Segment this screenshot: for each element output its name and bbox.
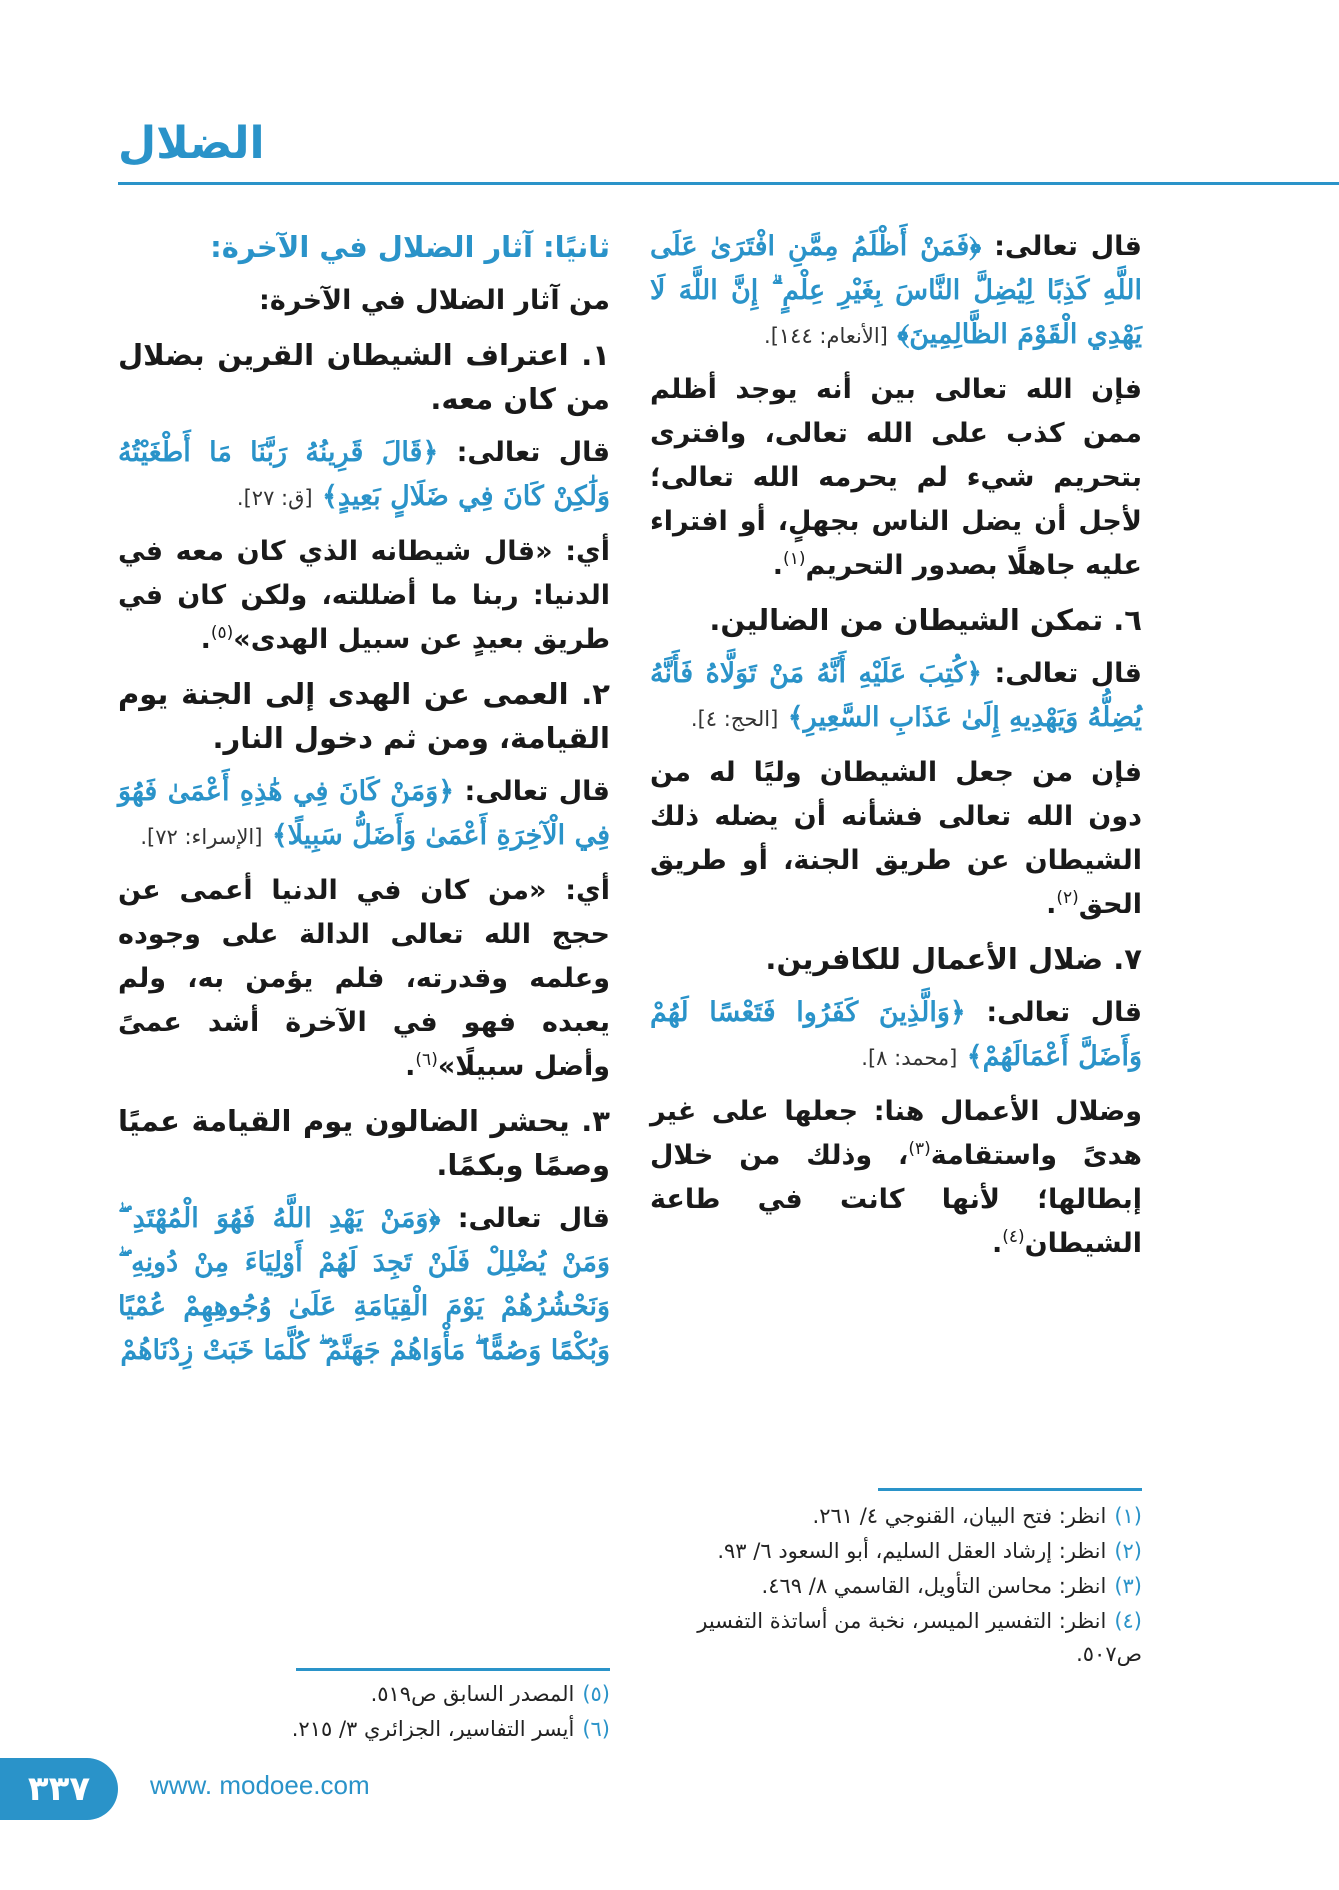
footnote-text: انظر: إرشاد العقل السليم، أبو السعود ٦/ ٩٣. <box>717 1539 1107 1563</box>
list-item-1: ١. اعتراف الشيطان القرين بضلال من كان معه. <box>118 338 610 416</box>
quran-verse: ﴿وَالَّذِينَ كَفَرُوا فَتَعْسًا لَهُمْ وَأَضَلَّ أَعْمَالَهُمْ﴾ <box>650 997 1142 1072</box>
header-divider <box>118 182 1339 185</box>
paragraph-explanation-1 <box>650 368 1142 588</box>
explanation-text: أي: «قال شيطانه الذي كان معه في الدنيا: ربنا ما أضللته، ولكن كان في طريق بعيدٍ عن سبيل الهدى» <box>118 536 610 655</box>
verse-reference: [ق: ٢٧]. <box>236 486 313 510</box>
punctuation: . <box>991 1228 1003 1259</box>
list-item-7: ٧. ضلال الأعمال للكافرين. <box>765 942 1142 976</box>
paragraph-explanation-2 <box>650 751 1142 927</box>
verse-reference: [الأنعام: ١٤٤]. <box>764 324 888 348</box>
footnotes-right <box>650 1500 1142 1673</box>
quran-verse: ﴿وَمَنْ كَانَ فِي هَٰذِهِ أَعْمَىٰ فَهُوَ فِي الْآخِرَةِ أَعْمَىٰ وَأَضَلُّ سَبِيلًا﴾ <box>118 776 610 851</box>
footnote-marker[interactable]: (٢) <box>1056 888 1079 908</box>
footnote-number: (٥) <box>582 1682 610 1706</box>
verse-intro: قال تعالى: <box>981 231 1142 262</box>
left-column <box>118 225 610 1383</box>
footnote-number: (٤) <box>1114 1609 1142 1633</box>
punctuation: . <box>200 624 211 655</box>
verse-reference: [محمد: ٨]. <box>861 1046 958 1070</box>
paragraph-verse-3 <box>650 991 1142 1080</box>
explanation-text: وضلال الأعمال هنا: جعلها على غير هدىً واستقامة <box>650 1096 1142 1171</box>
footnote-marker[interactable]: (٦) <box>415 1050 438 1070</box>
verse-intro: قال تعالى: <box>965 997 1142 1028</box>
list-item-6: ٦. تمكن الشيطان من الضالين. <box>709 603 1142 637</box>
paragraph-explanation-5 <box>118 869 610 1089</box>
verse-intro: قال تعالى: <box>982 658 1142 689</box>
page-number: ٣٣٧ <box>27 1769 91 1809</box>
explanation-text: فإن الله تعالى بين أنه يوجد أظلم ممن كذب على الله تعالى، وافترى بتحريم شيء لم يحرمه الله تعالى؛ لأجل أن يضل الناس بجهلٍ، أو افتراء عليه جاهلًا بصدور التحريم <box>650 374 1142 581</box>
paragraph-verse-6 <box>118 1197 610 1373</box>
footnote-text: أيسر التفاسير، الجزائري ٣/ ٢١٥. <box>291 1717 575 1741</box>
section-heading: ثانيًا: آثار الضلال في الآخرة: <box>210 230 610 264</box>
section-title: الضلال <box>118 118 265 169</box>
punctuation: . <box>1046 889 1057 920</box>
paragraph-verse-2 <box>650 652 1142 741</box>
footnote-marker[interactable]: (٥) <box>210 623 234 643</box>
punctuation: . <box>772 550 784 581</box>
verse-intro: قال تعالى: <box>454 776 610 807</box>
verse-intro: قال تعالى: <box>440 1203 610 1234</box>
punctuation: . <box>405 1051 416 1082</box>
footnote-number: (١) <box>1114 1504 1142 1528</box>
footnote-6 <box>118 1713 610 1746</box>
quran-verse: ﴿قَالَ قَرِينُهُ رَبَّنَا مَا أَطْغَيْتُهُ وَلَٰكِنْ كَانَ فِي ضَلَالٍ بَعِيدٍ﴾ <box>118 437 610 512</box>
quran-verse: ﴿كُتِبَ عَلَيْهِ أَنَّهُ مَنْ تَوَلَّاهُ فَأَنَّهُ يُضِلُّهُ وَيَهْدِيهِ إِلَىٰ عَذَابِ السَّعِيرِ﴾ <box>650 658 1142 733</box>
list-item-2: ٢. العمى عن الهدى إلى الجنة يوم القيامة، ومن ثم دخول النار. <box>118 677 610 755</box>
footnote-marker[interactable]: (١) <box>783 549 806 569</box>
paragraph-explanation-4 <box>118 530 610 662</box>
footnote-4 <box>650 1605 1142 1671</box>
footnote-1 <box>650 1500 1142 1533</box>
footnote-text: انظر: فتح البيان، القنوجي ٤/ ٢٦١. <box>812 1504 1107 1528</box>
footnote-5 <box>118 1678 610 1711</box>
footnote-divider-left <box>296 1668 610 1671</box>
verse-reference: [الإسراء: ٧٢]. <box>140 825 263 849</box>
verse-intro: قال تعالى: <box>438 437 610 468</box>
footnote-number: (٣) <box>1114 1574 1142 1598</box>
paragraph-verse-5 <box>118 770 610 859</box>
footnote-2 <box>650 1535 1142 1568</box>
footnote-text: انظر: محاسن التأويل، القاسمي ٨/ ٤٦٩. <box>761 1574 1107 1598</box>
paragraph-explanation-3 <box>650 1090 1142 1266</box>
footnote-number: (٦) <box>582 1717 610 1741</box>
footnote-divider-right <box>878 1488 1142 1491</box>
quran-verse: ﴿وَمَنْ يَهْدِ اللَّهُ فَهُوَ الْمُهْتَدِ ۖ وَمَنْ يُضْلِلْ فَلَنْ تَجِدَ لَهُمْ أَوْلِيَاءَ مِنْ دُونِهِ ۖ وَنَحْشُرُهُمْ يَوْمَ الْقِيَامَةِ عَلَىٰ وُجُوهِهِمْ عُمْيًا وَبُكْمًا وَصُمًّا ۖ مَأْوَاهُمْ جَهَنَّمُ ۖ كُلَّمَا خَبَتْ زِدْنَاهُمْ <box>118 1203 610 1366</box>
quran-verse: ﴿فَمَنْ أَظْلَمُ مِمَّنِ افْتَرَىٰ عَلَى اللَّهِ كَذِبًا لِيُضِلَّ النَّاسَ بِغَيْرِ عِلْمٍ ۗ إِنَّ اللَّهَ لَا يَهْدِي الْقَوْمَ الظَّالِمِينَ﴾ <box>650 231 1142 350</box>
footnote-text: انظر: التفسير الميسر، نخبة من أساتذة التفسير ص٥٠٧. <box>697 1609 1142 1666</box>
verse-reference: [الحج: ٤]. <box>690 707 779 731</box>
footnote-3 <box>650 1570 1142 1603</box>
right-column <box>650 225 1142 1276</box>
footnote-marker[interactable]: (٣) <box>908 1139 931 1159</box>
paragraph-verse-4 <box>118 431 610 520</box>
page-number-badge <box>0 1758 118 1820</box>
list-item-3: ٣. يحشر الضالون يوم القيامة عميًا وصمًا وبكمًا. <box>118 1104 610 1182</box>
section-intro: من آثار الضلال في الآخرة: <box>259 285 610 316</box>
footnote-marker[interactable]: (٤) <box>1002 1227 1025 1247</box>
footnotes-left <box>118 1678 610 1748</box>
footnote-number: (٢) <box>1114 1539 1142 1563</box>
paragraph-verse-1 <box>650 225 1142 358</box>
explanation-text: فإن من جعل الشيطان وليًا له من دون الله تعالى فشأنه أن يضله ذلك الشيطان عن طريق الجنة، أو طريق الحق <box>650 757 1142 920</box>
explanation-text: أي: «من كان في الدنيا أعمى عن حجج الله تعالى الدالة على وجوده وعلمه وقدرته، فلم يؤمن به، ولم يعبده فهو في الآخرة أشد عمىً وأضل سبيلًا» <box>118 875 610 1082</box>
explanation-text: ، وذلك من خلال إبطالها؛ لأنها كانت في طاعة الشيطان <box>650 1140 1142 1259</box>
website-link[interactable]: www. modoee.com <box>150 1770 370 1800</box>
footnote-text: المصدر السابق ص٥١٩. <box>370 1682 575 1706</box>
